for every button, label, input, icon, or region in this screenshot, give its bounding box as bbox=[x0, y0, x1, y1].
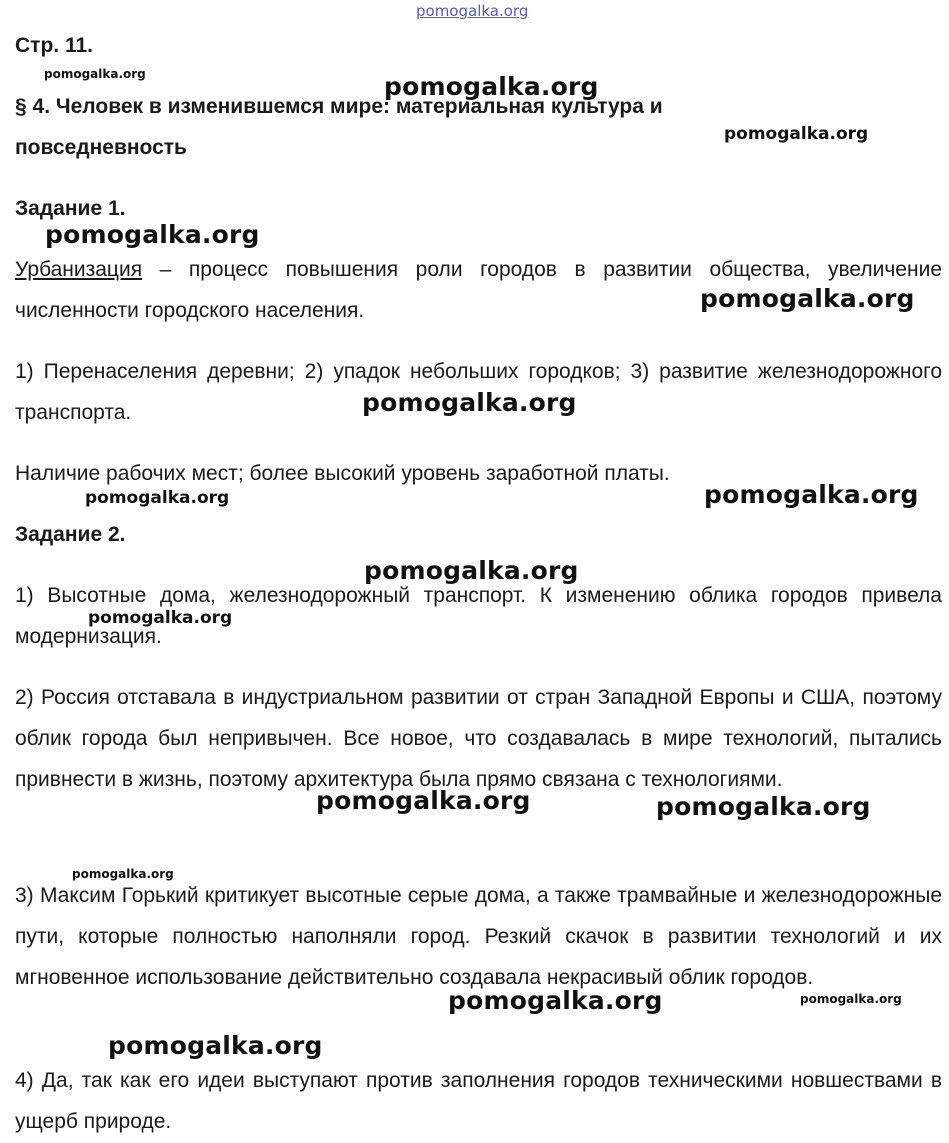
watermark: pomogalka.org bbox=[724, 124, 869, 144]
task2-answer-2: 2) Россия отставала в индустриальном развитии от стран Западной Европы и США, поэтому облик города был непривычен. Все новое, что создавалась в мире технологий, пытались привнести в жизнь, поэтому архитектура была прямо связана с технологиями. bbox=[15, 686, 942, 791]
task1-answer-2: 1) Перенаселения деревни; 2) упадок небольших городков; 3) развитие железнодорожного транспорта. bbox=[15, 360, 942, 424]
watermark: pomogalka.org bbox=[704, 480, 919, 509]
watermark: pomogalka.org bbox=[800, 992, 902, 1006]
page-reference: Стр. 11. bbox=[15, 34, 93, 57]
watermark: pomogalka.org bbox=[656, 792, 871, 821]
watermark: pomogalka.org bbox=[316, 786, 531, 815]
task2-heading: Задание 2. bbox=[15, 523, 126, 546]
watermark: pomogalka.org bbox=[85, 488, 230, 508]
watermark: pomogalka.org bbox=[88, 608, 233, 628]
section-title-line2: повседневность bbox=[15, 136, 187, 159]
watermark: pomogalka.org bbox=[364, 556, 579, 585]
watermark: pomogalka.org bbox=[44, 67, 146, 81]
watermark: pomogalka.org bbox=[362, 388, 577, 417]
task2-answer-4: 4) Да, так как его идеи выступают против заполнения городов техническими новшествами в ущерб природе. bbox=[15, 1069, 942, 1133]
watermark: pomogalka.org bbox=[700, 284, 915, 313]
task2-answer-1: 1) Высотные дома, железнодорожный транспорт. К изменению облика городов привела модернизация. bbox=[15, 584, 942, 648]
watermark: pomogalka.org bbox=[45, 220, 260, 249]
term-urbanization: Урбанизация bbox=[15, 258, 143, 281]
watermark: pomogalka.org bbox=[108, 1031, 323, 1060]
task1-answer-3: Наличие рабочих мест; более высокий уровень заработной платы. bbox=[15, 462, 670, 485]
task1-heading: Задание 1. bbox=[15, 197, 126, 220]
task2-answer-3: 3) Максим Горький критикует высотные серые дома, а также трамвайные и железнодорожные пути, которые полностью наполняли город. Резкий скачок в развитии технологий и их мгновенное использование действительно создавала некрасивый облик городов. bbox=[15, 884, 942, 989]
watermark: pomogalka.org bbox=[448, 986, 663, 1015]
watermark: pomogalka.org bbox=[72, 867, 174, 881]
term-definition: – процесс повышения роли городов в развитии общества, увеличение численности городского населения. bbox=[15, 258, 942, 322]
top-link[interactable]: pomogalka.org bbox=[416, 2, 529, 20]
section-title-line1: § 4. Человек в изменившемся мире: материальная культура и bbox=[15, 95, 663, 118]
watermark: pomogalka.org bbox=[384, 72, 599, 101]
